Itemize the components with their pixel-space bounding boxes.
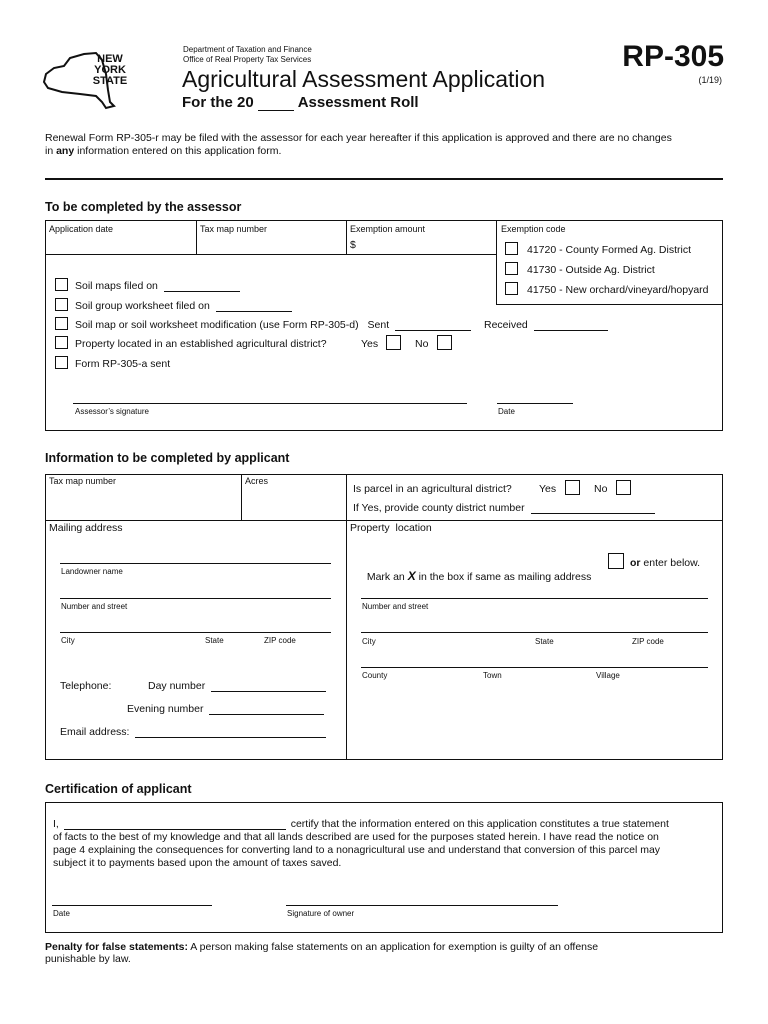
dept-line-1: Department of Taxation and Finance (183, 45, 312, 54)
same-as-mailing-checkbox[interactable] (608, 553, 624, 569)
soil-maps-date-field[interactable] (164, 281, 240, 292)
code-41730-label: 41730 - Outside Ag. District (527, 264, 655, 276)
code-41730-checkbox[interactable] (505, 262, 518, 275)
enter-below-row: or enter below. (630, 557, 701, 569)
email-row: Email address: (60, 726, 326, 738)
property-city-label: City (362, 637, 376, 646)
property-zip-label: ZIP code (632, 637, 664, 646)
acres-label: Acres (245, 476, 269, 486)
assessor-signature-line[interactable] (73, 403, 467, 404)
application-date-label: Application date (49, 224, 114, 234)
property-state-label: State (535, 637, 554, 646)
property-located-checkbox[interactable] (55, 336, 68, 349)
soil-mod-received-field[interactable] (534, 320, 608, 331)
mailing-address-label: Mailing address (49, 522, 123, 534)
intro-line-2: in any information entered on this application form. (45, 145, 282, 157)
mailing-street-line[interactable] (60, 598, 331, 599)
certifier-name-field[interactable] (64, 819, 286, 830)
penalty-line-2: punishable by law. (45, 953, 131, 965)
soil-maps-checkbox[interactable] (55, 278, 68, 291)
assessor-date-label: Date (498, 407, 515, 416)
exemption-code-label: Exemption code (501, 224, 566, 234)
form-sent-checkbox[interactable] (55, 356, 68, 369)
form-number: RP-305 (622, 40, 724, 73)
roll-year-blank[interactable] (258, 100, 294, 111)
property-located-yes-checkbox[interactable] (386, 335, 401, 350)
tax-map-label: Tax map number (200, 224, 268, 234)
soil-group-date-field[interactable] (216, 301, 292, 312)
assessor-signature-label: Assessor’s signature (75, 407, 149, 416)
form-sent-label: Form RP-305-a sent (75, 358, 171, 370)
exemption-amount-field[interactable] (358, 234, 494, 252)
page-title: Agricultural Assessment Application (182, 66, 546, 92)
mailing-zip-label: ZIP code (264, 636, 296, 645)
email-field[interactable] (135, 727, 326, 738)
code-41750-checkbox[interactable] (505, 282, 518, 295)
property-located-label: Property located in an established agricultural district? (75, 338, 327, 350)
same-as-mailing-row: Mark an X in the box if same as mailing address (366, 569, 592, 583)
property-town-label: Town (483, 671, 502, 680)
property-located-no-checkbox[interactable] (437, 335, 452, 350)
state-logo (40, 50, 130, 110)
ag-district-yes-label: Yes (539, 483, 557, 495)
cert-line-4: subject it to payments based upon the amount of taxes saved. (53, 857, 342, 869)
county-district-field[interactable] (531, 503, 655, 514)
assessor-heading: To be completed by the assessor (45, 200, 242, 214)
cert-date-label: Date (53, 909, 70, 918)
acres-field[interactable] (244, 488, 344, 518)
application-date-field[interactable] (48, 234, 194, 252)
day-number-field[interactable] (211, 681, 326, 692)
property-located-no-label: No (415, 338, 429, 350)
mailing-state-label: State (205, 636, 224, 645)
mailing-city-line[interactable] (60, 632, 331, 633)
applicant-heading: Information to be completed by applicant (45, 451, 290, 465)
ag-district-yes-checkbox[interactable] (565, 480, 580, 495)
tax-map-field[interactable] (199, 234, 344, 252)
day-number-row: Day number (148, 680, 326, 692)
evening-number-field[interactable] (209, 704, 324, 715)
mailing-street-label: Number and street (61, 602, 128, 611)
penalty-line-1: Penalty for false statements: A person making false statements on an application for exemption is guilty of an offense (45, 941, 599, 953)
intro-line-1: Renewal Form RP-305-r may be filed with the assessor for each year hereafter if this application is approved and there are no changes (45, 132, 672, 144)
exemption-amount-label: Exemption amount (350, 224, 426, 234)
property-street-line[interactable] (361, 598, 708, 599)
mailing-city-label: City (61, 636, 75, 645)
soil-group-checkbox[interactable] (55, 298, 68, 311)
cert-line-1: I, certify that the information entered on this application constitutes a true statement (53, 818, 669, 830)
county-district-row: If Yes, provide county district number (353, 502, 655, 514)
soil-maps-row: Soil maps filed on (75, 280, 240, 292)
ag-district-no-checkbox[interactable] (616, 480, 631, 495)
owner-signature-label: Signature of owner (287, 909, 355, 918)
cert-date-line[interactable] (52, 905, 212, 906)
soil-mod-sent-field[interactable] (395, 320, 471, 331)
applicant-tax-map-field[interactable] (48, 488, 239, 518)
soil-mod-checkbox[interactable] (55, 317, 68, 330)
assessor-date-line[interactable] (497, 403, 573, 404)
ag-district-question: Is parcel in an agricultural district? (353, 483, 512, 495)
logo-text: NEW YORK STATE (92, 53, 128, 87)
dept-line-2: Office of Real Property Tax Services (183, 55, 312, 64)
dollar-sign: $ (350, 239, 356, 251)
applicant-tax-map-label: Tax map number (49, 476, 117, 486)
property-street-label: Number and street (362, 602, 429, 611)
certification-heading: Certification of applicant (45, 782, 192, 796)
property-city-line[interactable] (361, 632, 708, 633)
cert-line-2: of facts to the best of my knowledge and that all lands described are used for the purposes stated herein. I have read the notice on (53, 831, 659, 843)
code-41750-label: 41750 - New orchard/vineyard/hopyard (527, 284, 709, 296)
telephone-label: Telephone: (60, 680, 112, 692)
owner-signature-line[interactable] (286, 905, 558, 906)
header-divider (45, 178, 723, 180)
page-subtitle: For the 20 Assessment Roll (182, 94, 419, 111)
soil-group-row: Soil group worksheet filed on (75, 300, 292, 312)
soil-mod-row: Soil map or soil worksheet modification (use Form RP-305-d) Sent Received (75, 319, 608, 331)
evening-number-row: Evening number (127, 703, 324, 715)
property-village-label: Village (596, 671, 620, 680)
ag-district-no-label: No (594, 483, 608, 495)
property-located-yes-label: Yes (361, 338, 379, 350)
landowner-name-line[interactable] (60, 563, 331, 564)
code-41720-label: 41720 - County Formed Ag. District (527, 244, 691, 256)
property-location-label: Property location (350, 522, 432, 534)
code-41720-checkbox[interactable] (505, 242, 518, 255)
cert-line-3: page 4 explaining the consequences for converting land to a nonagricultural use and understand that conversion of this parcel may (53, 844, 661, 856)
property-county-line[interactable] (361, 667, 708, 668)
property-county-label: County (362, 671, 388, 680)
landowner-name-label: Landowner name (61, 567, 123, 576)
form-revision: (1/19) (698, 75, 722, 85)
